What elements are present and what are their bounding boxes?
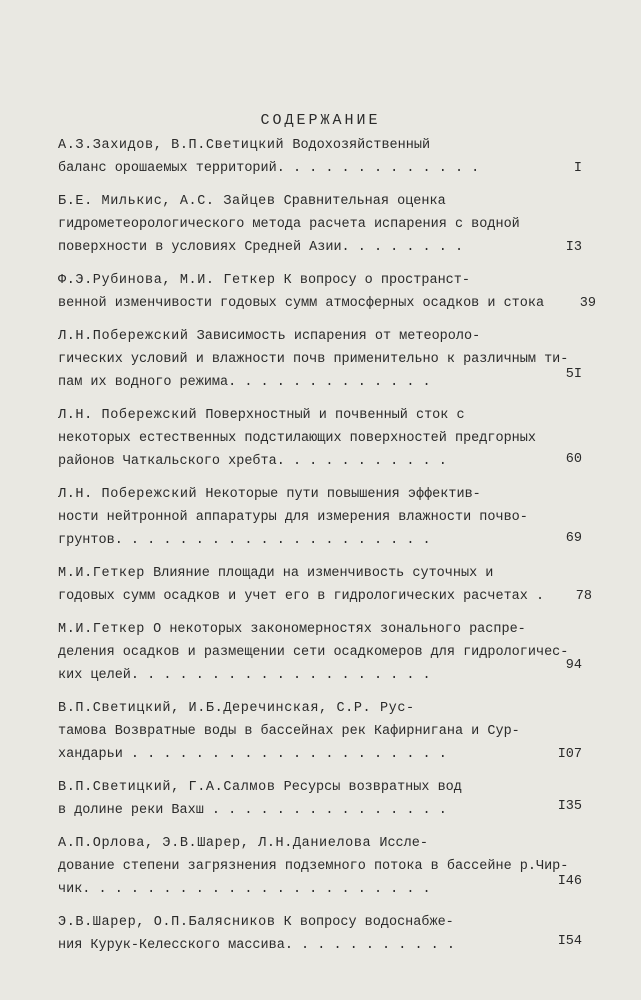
- toc-title-line: ния Курук-Келесского массива. . . . . . . . . . .: [58, 938, 455, 953]
- toc-title-line: гических условий и влажности почв применительно к различным ти-: [58, 352, 569, 367]
- toc-title-line: в долине реки Вахш . . . . . . . . . . . . . . .: [58, 803, 447, 818]
- toc-title-line: районов Чаткальского хребта. . . . . . . . . . .: [58, 454, 447, 469]
- toc-line: [58, 720, 588, 743]
- toc-line: [58, 664, 588, 687]
- toc-title-line: Иссле-: [379, 836, 428, 851]
- toc-line: [58, 506, 588, 529]
- toc-line: [58, 618, 588, 641]
- toc-title-line: деления осадков и размещении сети осадкомеров для гидрологичес-: [58, 645, 569, 660]
- toc-page-number: 5I: [565, 367, 582, 382]
- toc-entry: [58, 697, 588, 766]
- toc-authors: Л.Н. Побережский: [58, 408, 198, 423]
- toc-line: [58, 427, 588, 450]
- toc-authors: В.П.Светицкий, Г.А.Салмов: [58, 780, 276, 795]
- toc-page-number: I35: [557, 799, 582, 814]
- toc-authors: М.И.Геткер: [58, 566, 146, 581]
- toc-entry: [58, 911, 588, 957]
- toc-title-line: К вопросу о пространст-: [283, 273, 470, 288]
- toc-entry: [58, 404, 588, 473]
- toc-line: [58, 641, 588, 664]
- toc-entry: [58, 134, 588, 180]
- toc-page-number: 60: [565, 452, 582, 467]
- toc-line: [58, 483, 588, 506]
- toc-entry: [58, 618, 588, 687]
- toc-title-line: Сравнительная оценка: [283, 194, 446, 209]
- toc-title-line: тамова Возвратные воды в бассейнах рек Кафирнигана и Сур-: [58, 724, 520, 739]
- toc-page-number: 69: [565, 531, 582, 546]
- toc-line: [58, 562, 588, 585]
- toc-title-line: гидрометеорологического метода расчета испарения с водной: [58, 217, 520, 232]
- toc-authors: Э.В.Шарер, О.П.Балясников: [58, 915, 276, 930]
- toc-title-line: Ресурсы возвратных вод: [283, 780, 462, 795]
- toc-line: [58, 236, 588, 259]
- toc-line: [58, 157, 588, 180]
- toc-authors: Ф.Э.Рубинова, М.И. Геткер: [58, 273, 276, 288]
- toc-line: [58, 697, 588, 720]
- toc-title-line: Некоторые пути повышения эффектив-: [205, 487, 481, 502]
- toc-page-number: 39: [579, 296, 596, 311]
- toc-line: [58, 371, 588, 394]
- toc-page-number: I: [573, 161, 582, 176]
- toc-line: [58, 832, 588, 855]
- toc-title-line: дование степени загрязнения подземного потока в бассейне р.Чир-: [58, 859, 569, 874]
- toc-authors: М.И.Геткер: [58, 622, 146, 637]
- toc-line: [58, 878, 588, 901]
- toc-title-line: О некоторых закономерностях зонального распре-: [153, 622, 526, 637]
- toc-line: [58, 450, 588, 473]
- toc-entry: [58, 269, 596, 315]
- toc-title-line: Водохозяйственный: [292, 138, 431, 153]
- toc-authors: В.П.Светицкий, И.Б.Деречинская, С.Р. Рус-: [58, 701, 415, 716]
- toc-title-line: грунтов. . . . . . . . . . . . . . . . . . . .: [58, 533, 431, 548]
- toc-entry: [58, 832, 588, 901]
- toc-title-line: годовых сумм осадков и учет его в гидрологических расчетах .: [58, 589, 545, 604]
- toc-line: [58, 348, 588, 371]
- toc-title-line: К вопросу водоснабже-: [283, 915, 454, 930]
- toc-line: [58, 799, 588, 822]
- toc-line: [58, 213, 588, 236]
- toc-title-line: чик. . . . . . . . . . . . . . . . . . . . . .: [58, 882, 431, 897]
- toc-page-number: I46: [557, 874, 582, 889]
- toc-entry: [58, 190, 588, 259]
- table-of-contents: [58, 134, 596, 967]
- toc-line: [58, 911, 588, 934]
- toc-title-line: хандарьи . . . . . . . . . . . . . . . . . . . .: [58, 747, 447, 762]
- toc-title-line: ких целей. . . . . . . . . . . . . . . . . . .: [58, 668, 431, 683]
- toc-line: [58, 190, 588, 213]
- toc-line: [58, 269, 588, 292]
- toc-page-number: 78: [575, 589, 592, 604]
- toc-line: [58, 404, 588, 427]
- toc-title-line: венной изменчивости годовых сумм атмосферных осадков и стока: [58, 296, 545, 311]
- toc-line: [58, 776, 588, 799]
- toc-title-line: ности нейтронной аппаратуры для измерения влажности почво-: [58, 510, 528, 525]
- toc-line: [58, 934, 588, 957]
- toc-title-line: поверхности в условиях Средней Азии. . . . . . . .: [58, 240, 464, 255]
- toc-page-number: 94: [565, 658, 582, 673]
- toc-page-number: I54: [557, 934, 582, 949]
- toc-authors: Б.Е. Милькис, А.С. Зайцев: [58, 194, 276, 209]
- toc-line: [58, 855, 588, 878]
- toc-authors: Л.Н.Побережский: [58, 329, 189, 344]
- toc-line: [58, 585, 588, 608]
- toc-entry: [58, 325, 588, 394]
- toc-title-line: Влияние площади на изменчивость суточных и: [153, 566, 494, 581]
- toc-authors: А.П.Орлова, Э.В.Шарер, Л.Н.Даниелова: [58, 836, 372, 851]
- toc-title-line: некоторых естественных подстилающих поверхностей предгорных: [58, 431, 536, 446]
- page-title: СОДЕРЖАНИЕ: [260, 112, 381, 129]
- toc-line: [58, 134, 588, 157]
- toc-line: [58, 292, 588, 315]
- toc-title-line: пам их водного режима. . . . . . . . . . . . .: [58, 375, 431, 390]
- toc-authors: А.З.Захидов, В.П.Светицкий: [58, 138, 285, 153]
- toc-line: [58, 529, 588, 552]
- toc-authors: Л.Н. Побережский: [58, 487, 198, 502]
- toc-page-number: I3: [565, 240, 582, 255]
- toc-title-line: Поверхностный и почвенный сток с: [205, 408, 465, 423]
- toc-title-line: баланс орошаемых территорий. . . . . . . . . . . . .: [58, 161, 480, 176]
- toc-entry: [58, 562, 592, 608]
- toc-title-line: Зависимость испарения от метеороло-: [196, 329, 481, 344]
- toc-line: [58, 325, 588, 348]
- toc-line: [58, 743, 588, 766]
- toc-entry: [58, 776, 588, 822]
- toc-page-number: I07: [557, 747, 582, 762]
- toc-entry: [58, 483, 588, 552]
